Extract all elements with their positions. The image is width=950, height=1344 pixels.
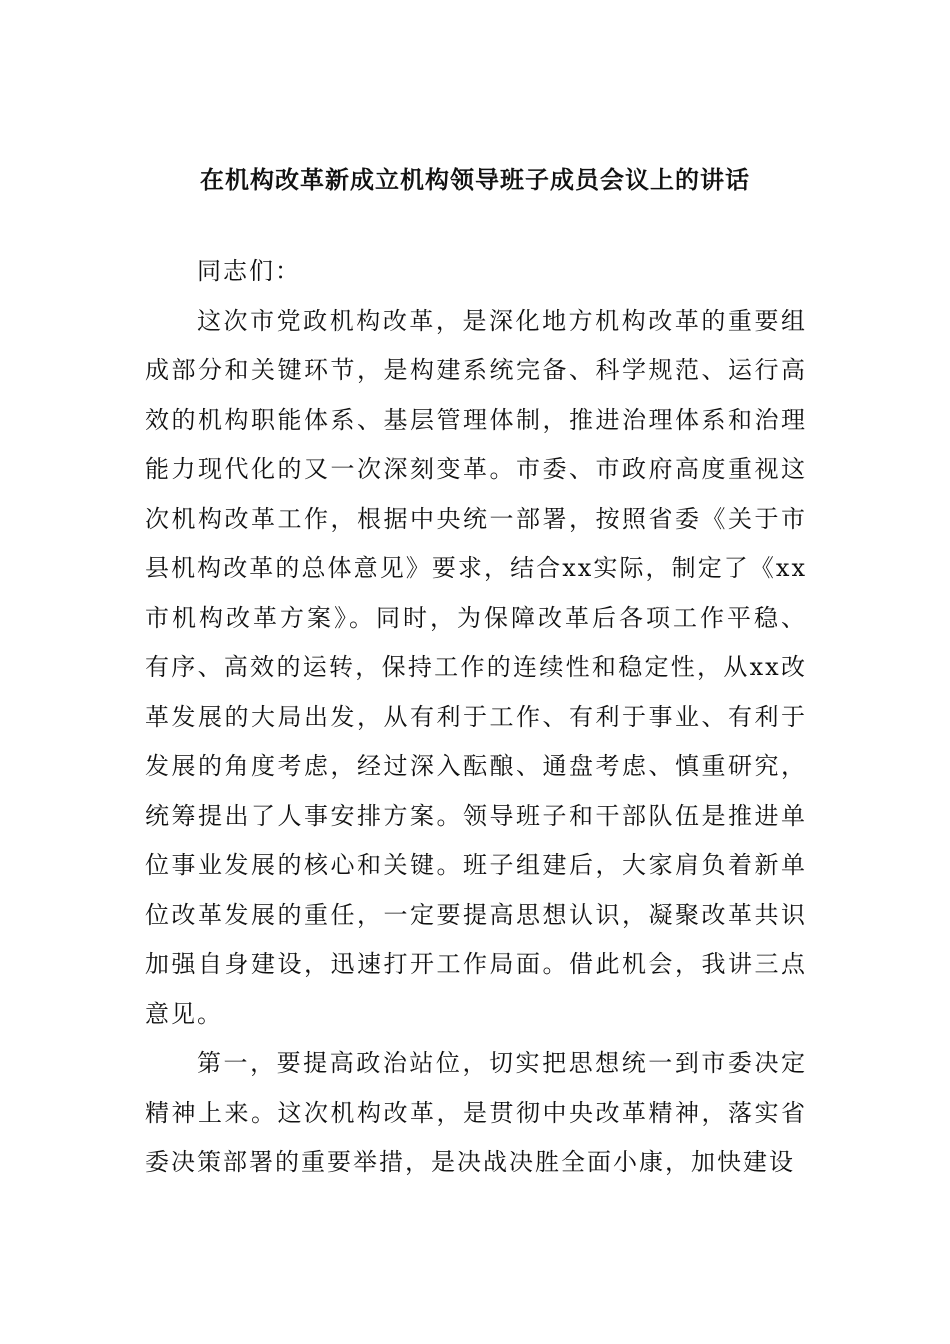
paragraph-point-one: 第一，要提高政治站位，切实把思想统一到市委决定精神上来。这次机构改革，是贯彻中央改革精神，落实省委决策部署的重要举措，是决战决胜全面小康，加快建设	[145, 1049, 807, 1176]
document-body	[145, 247, 807, 1188]
paragraph-intro: 这次市党政机构改革，是深化地方机构改革的重要组成部分和关键环节，是构建系统完备、科学规范、运行高效的机构职能体系、基层管理体制，推进治理体系和治理能力现代化的又一次深刻变革。市委、市政府高度重视这次机构改革工作，根据中央统一部署，按照省委《关于市县机构改革的总体意见》要求，结合xx实际，制定了《xx市机构改革方案》。同时，为保障改革后各项工作平稳、有序、高效的运转，保持工作的连续性和稳定性，从xx改革发展的大局出发，从有利于工作、有利于事业、有利于发展的角度考虑，经过深入酝酿、通盘考虑、慎重研究，统筹提出了人事安排方案。领导班子和干部队伍是推进单位事业发展的核心和关键。班子组建后，大家肩负着新单位改革发展的重任，一定要提高思想认识，凝聚改革共识加强自身建设，迅速打开工作局面。借此机会，我讲三点意见。	[145, 306, 807, 1028]
salutation: 同志们：	[197, 257, 301, 285]
document-title: 在机构改革新成立机构领导班子成员会议上的讲话	[200, 165, 750, 194]
